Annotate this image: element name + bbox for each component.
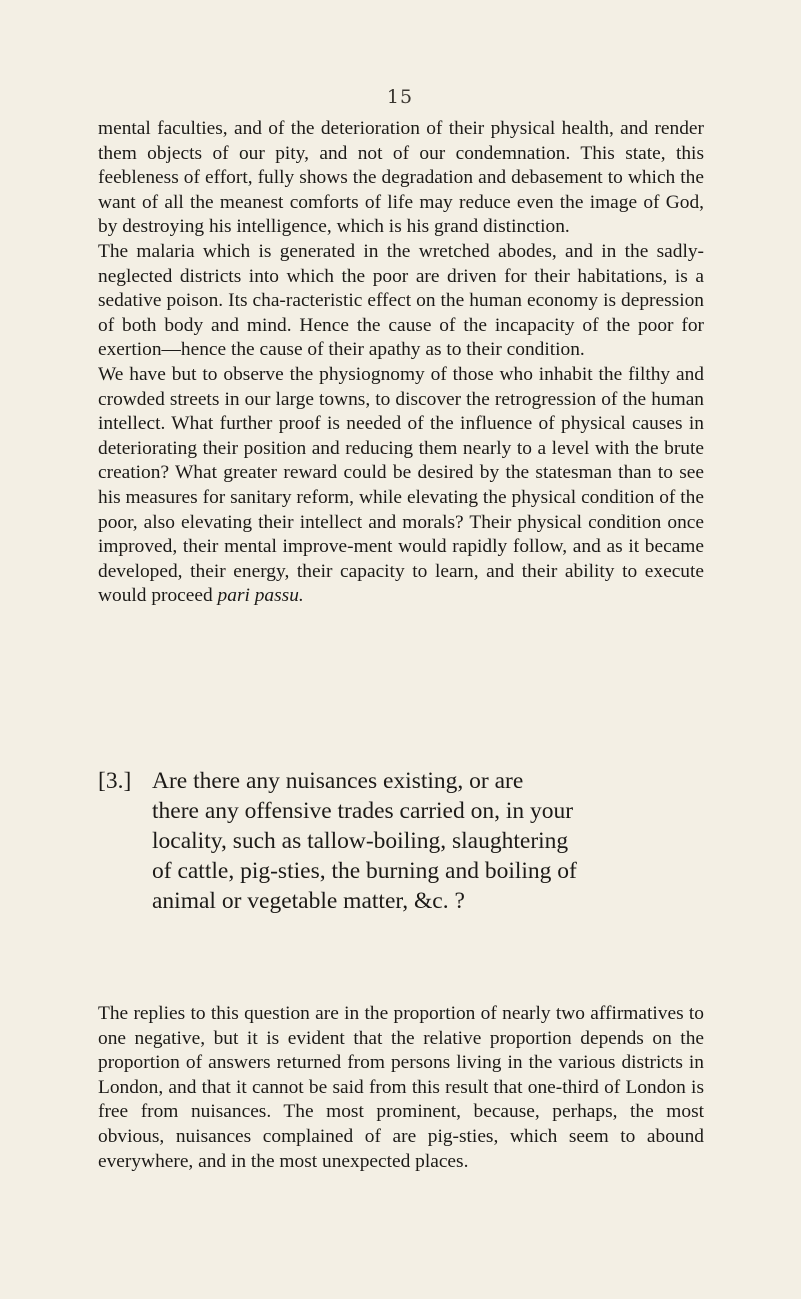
question-line: locality, such as tallow-boiling, slaughtering [152, 828, 569, 854]
paragraph-continuation: mental faculties, and of the deterioration of their physical health, and render them objects of our pity, and not of our condemnation. This state, this feebleness of effort, fully shows the degradation and debasement to which the want of all the meanest comforts of life may reduce even the image of God, by destroying his intelligence, which is his grand distinction. [98, 118, 704, 238]
question-line: animal or vegetable matter, &c. ? [152, 888, 465, 914]
question-block [98, 766, 704, 916]
question-number: [3.] [98, 768, 132, 794]
page-number: 15 [386, 86, 414, 108]
question-line: of cattle, pig-sties, the burning and boiling of [152, 858, 577, 884]
body-text-upper [98, 117, 704, 609]
question-line-text: Are there any nuisances existing, or are [152, 768, 524, 794]
question-line: there any offensive trades carried on, in your [152, 798, 574, 824]
paragraph-physiognomy-text: We have but to observe the physiognomy of those who inhabit the filthy and crowded streets in our large towns, to discover the retrogression of the human intellect. What further proof is needed of the influence of physical causes in deteriorating their position and reducing them nearly to a level with the brute creation? What greater reward could be desired by the statesman than to see his measures for sanitary reform, while elevating the physical condition of the poor, also elevating their intellect and morals? Their physical condition once improved, their mental improve-ment would rapidly follow, and as it became developed, their energy, their capacity to learn, and their ability to execute would proceed [98, 363, 704, 607]
body-text-answer [98, 1002, 704, 1174]
paragraph-malaria: The malaria which is generated in the wretched abodes, and in the sadly-neglected districts into which the poor are driven for their habitations, is a sedative poison. Its cha-racteristic effect on the human economy is depression of both body and mind. Hence the cause of the incapacity of the poor for exertion—hence the cause of their apathy as to their condition. [98, 240, 704, 361]
paragraph-answer: The replies to this question are in the proportion of nearly two affirmatives to one negative, but it is evident that the relative proportion depends on the proportion of answers returned from persons living in the various districts in London, and that it cannot be said from this result that one-third of London is free from nuisances. The most prominent, because, perhaps, the most obvious, nuisances complained of are pig-sties, which seem to abound everywhere, and in the most unexpected places. [98, 1003, 704, 1172]
question-line [98, 766, 704, 796]
paragraph-physiognomy [98, 363, 704, 609]
italic-phrase: pari passu. [217, 585, 304, 607]
